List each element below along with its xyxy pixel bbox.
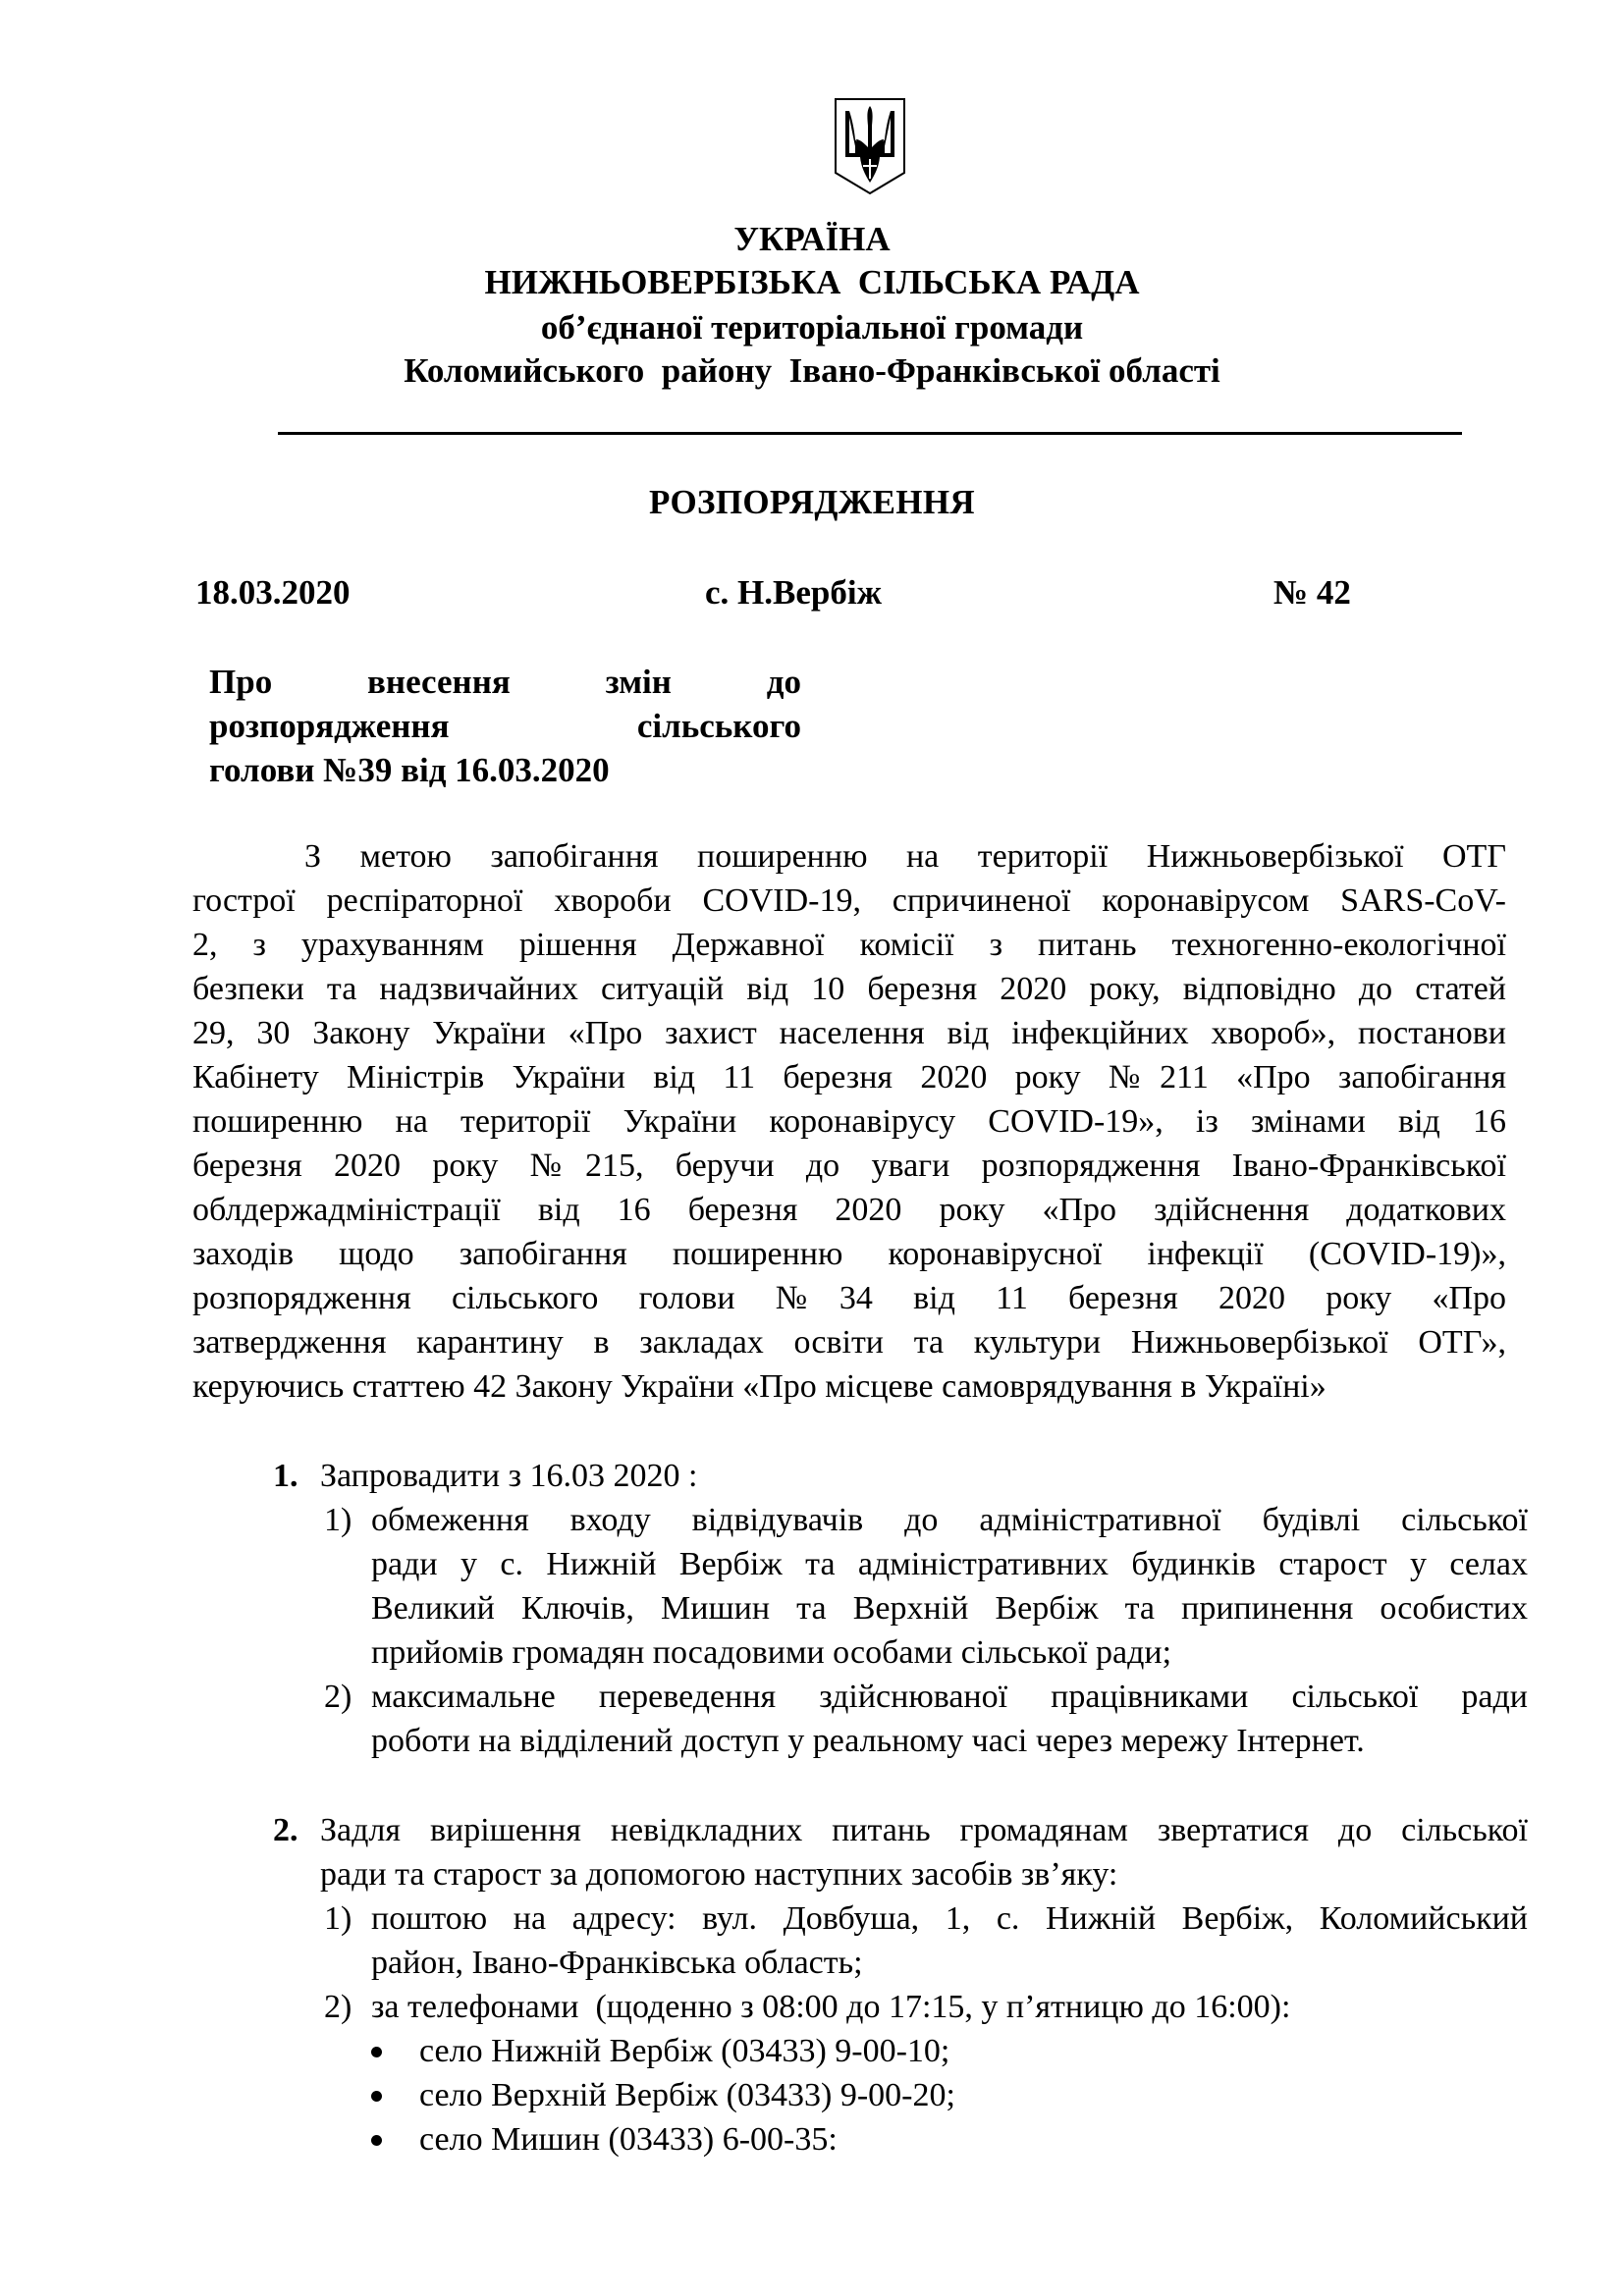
preamble-line: березня 2020 року №215, беручи до уваги розпорядження Івано-Франківської [192,1148,1506,1184]
phone-contact: село Верхній Вербіж (03433) 9-00-20; [419,2077,955,2113]
header-council-name: НИЖНЬОВЕРБІЗЬКА СІЛЬСЬКА РАДА [484,263,1140,301]
subitem-text: максимальне переведення здійснюваної працівниками сільської ради [371,1679,1528,1715]
bullet-icon [371,2135,382,2146]
subitem-text: роботи на відділений доступ у реальному часі через мережу Інтернет. [371,1723,1365,1759]
subitem-text: Великий Ключів, Мишин та Верхній Вербіж та припинення особистих [371,1590,1528,1627]
document-place: с. Н.Вербіж [705,573,882,612]
item-text: ради та старост за допомогою наступних засобів зв’яку: [320,1856,1118,1893]
preamble-line: гострої респіраторної хвороби COVID-19, спричиненої коронавірусом SARS-CoV- [192,882,1506,919]
subitem-text: ради у с. Нижній Вербіж та адміністративних будинків старост у селах [371,1546,1528,1582]
item-number: 1. [273,1458,298,1494]
preamble-line: безпеки та надзвичайних ситуацій від 10 березня 2020 року, відповідно до статей [192,971,1506,1007]
item-text: Запровадити з 16.03 2020 : [320,1458,698,1494]
header-community: об’єднаної територіальної громади [540,308,1084,347]
subitem-text: район, Івано-Франківська область; [371,1945,863,1981]
subitem-text: прийомів громадян посадовими особами сільської ради; [371,1634,1172,1671]
subitem-number: 2) [324,1679,352,1715]
preamble-line: заходів щодо запобігання поширенню коронавірусної інфекції (COVID-19)», [192,1236,1506,1272]
document-type-title: РОЗПОРЯДЖЕННЯ [649,483,975,521]
preamble-paragraph [192,834,1506,1409]
header-country: УКРАЇНА [733,220,891,258]
document-meta-row [0,573,1624,613]
subject-line: голови №39 від 16.03.2020 [209,751,610,789]
phone-contact: село Мишин (03433) 6-00-35: [419,2121,838,2158]
subject-line: розпорядження сільського [209,707,801,745]
bullet-icon [371,2047,382,2057]
subject-line: Про внесення змін до [209,663,801,701]
subitem-text: обмеження входу відвідувачів до адміністративної будівлі сільської [371,1502,1528,1538]
preamble-line: 29, 30 Закону України «Про захист населення від інфекційних хвороб», постанови [192,1015,1506,1051]
phone-contact: село Нижній Вербіж (03433) 9-00-10; [419,2033,950,2069]
subitem-number: 1) [324,1900,352,1937]
preamble-line: 2, з урахуванням рішення Державної комісії з питань техногенно-екологічної [192,927,1506,963]
header-region: Коломийського району Івано-Франківської області [404,351,1220,390]
item-text: Задля вирішення невідкладних питань громадянам звертатися до сільської [320,1812,1528,1848]
subitem-number: 1) [324,1502,352,1538]
bullet-icon [371,2091,382,2102]
preamble-line: облдержадміністрації від 16 березня 2020 року «Про здійснення додаткових [192,1192,1506,1228]
ukraine-trident-coat-of-arms-icon [833,96,907,196]
subitem-number: 2) [324,1989,352,2025]
preamble-line: розпорядження сільського голови №34 від 11 березня 2020 року «Про [192,1280,1506,1316]
subitem-text: за телефонами (щоденно з 08:00 до 17:15, у п’ятницю до 16:00): [371,1989,1291,2025]
preamble-line: затвердження карантину в закладах освіти та культури Нижньовербізької ОТГ», [192,1324,1506,1361]
preamble-line: З метою запобігання поширенню на території Нижньовербізької ОТГ [304,838,1506,875]
subitem-text: поштою на адресу: вул. Довбуша, 1, с. Нижній Вербіж, Коломийський [371,1900,1528,1937]
header-divider [278,432,1462,435]
document-number: № 42 [1273,573,1351,612]
document-subject [209,660,801,792]
item-number: 2. [273,1812,298,1848]
preamble-line: поширенню на території України коронавірусу COVID-19», із змінами від 16 [192,1103,1506,1140]
document-date: 18.03.2020 [195,573,351,612]
preamble-line: Кабінету Міністрів України від 11 березня 2020 року №211 «Про запобігання [192,1059,1506,1095]
preamble-line: керуючись статтею 42 Закону України «Про місцеве самоврядування в Україні» [192,1368,1326,1405]
